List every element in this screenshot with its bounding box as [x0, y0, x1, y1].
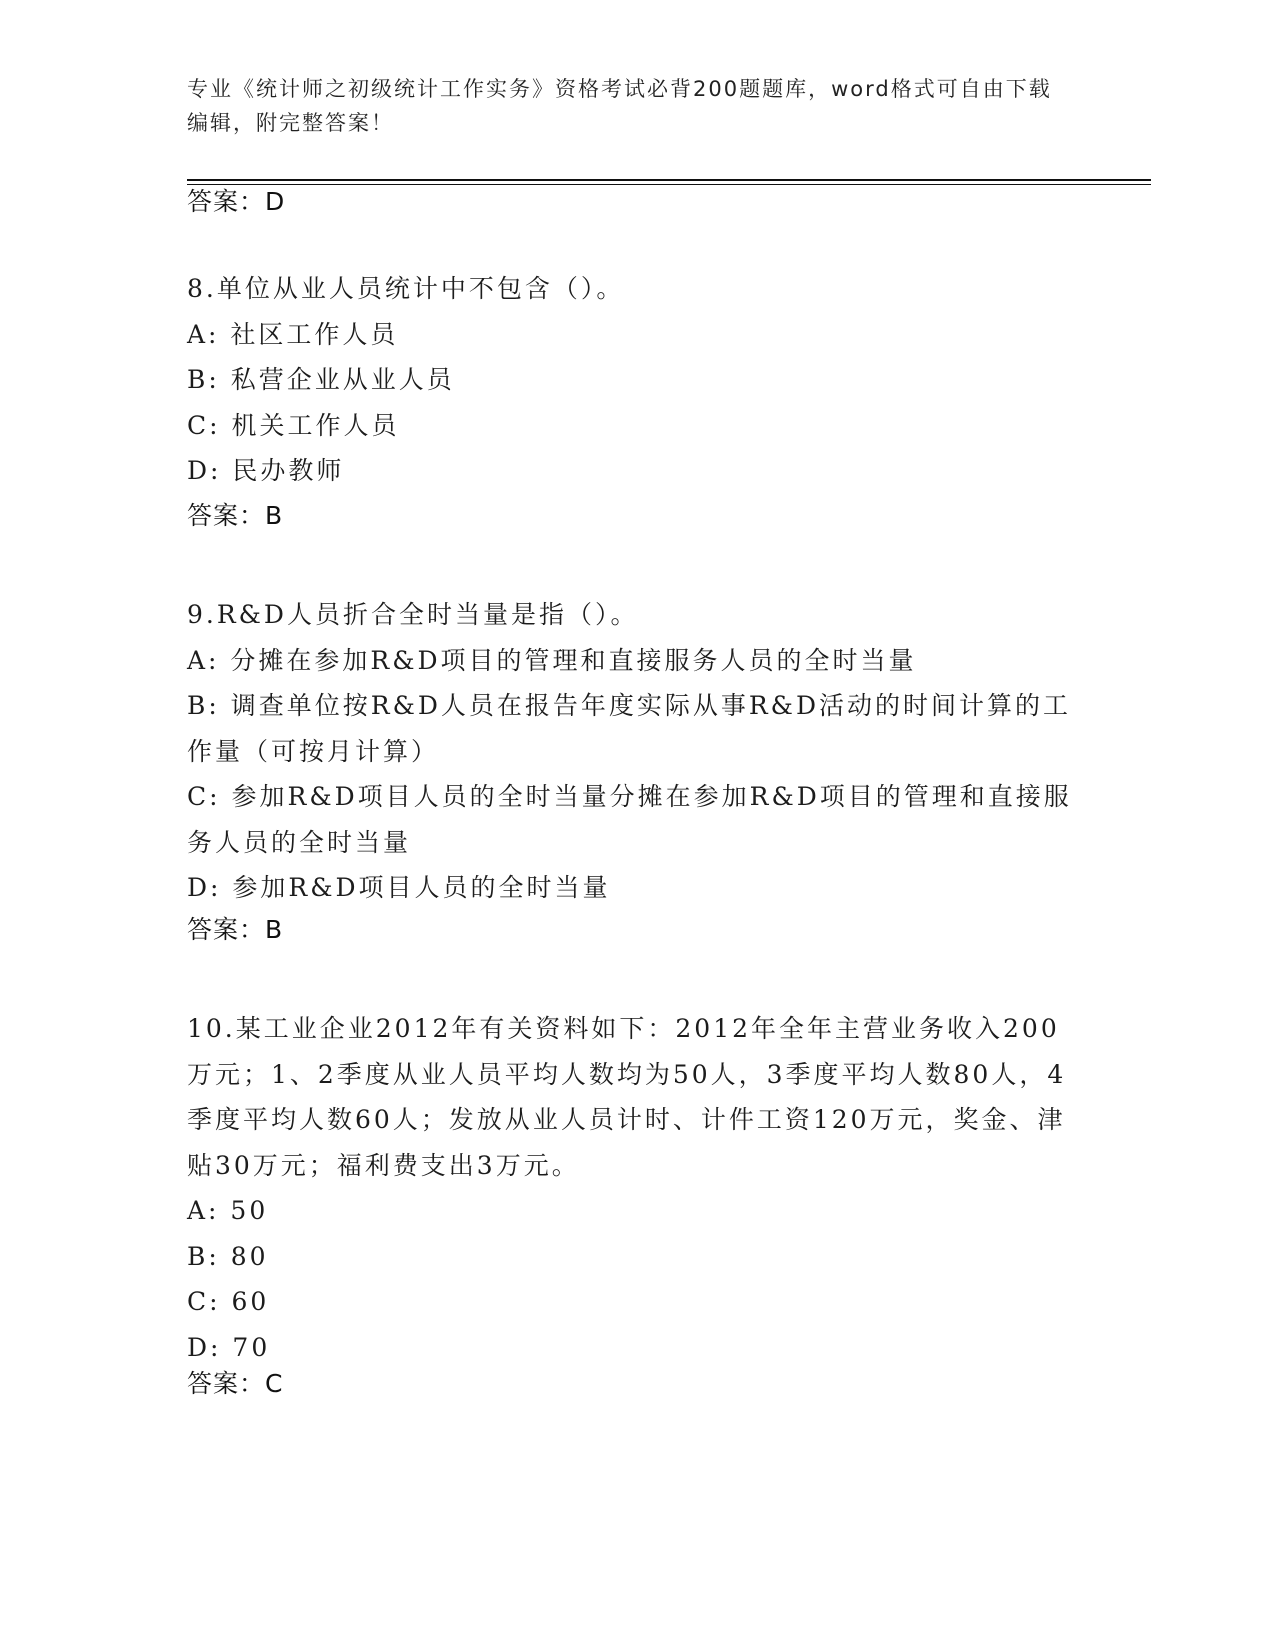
previous-answer: 答案：D: [187, 187, 286, 216]
option-b: B: 80: [187, 1241, 269, 1271]
option-d: D: 70: [187, 1332, 271, 1362]
header-rule-thin: [187, 184, 1151, 185]
option-d: D: 民办教师: [187, 456, 345, 485]
option-b: B: 调查单位按R&D人员在报告年度实际从事R&D活动的时间计算的工作量（可按月计算）: [187, 691, 1071, 766]
question-stem: 9.R&D人员折合全时当量是指（）。: [187, 600, 639, 629]
question-10: [187, 1006, 1077, 1370]
header-rule-thick: [187, 179, 1151, 181]
page-header: 专业《统计师之初级统计工作实务》资格考试必背200题题库，word格式可自由下载编辑，附完整答案！: [187, 77, 1052, 135]
question-9-answer: 答案：B: [187, 915, 284, 944]
option-b: B: 私营企业从业人员: [187, 365, 455, 394]
question-8-answer: 答案：B: [187, 501, 284, 530]
option-c: C: 60: [187, 1287, 270, 1316]
option-a: A: 分摊在参加R&D项目的管理和直接服务人员的全时当量: [187, 645, 917, 675]
option-d: D: 参加R&D项目人员的全时当量: [187, 873, 611, 902]
question-10-answer: 答案：C: [187, 1369, 284, 1398]
question-stem: 10.某工业企业2012年有关资料如下：2012年全年主营业务收入200万元；1、2季度从业人员平均人数均为50人，3季度平均人数80人，4季度平均人数60人；发放从业人员计时、计件工资120万元，奖金、津贴30万元；福利费支出3万元。: [187, 1014, 1067, 1180]
option-c: C: 参加R&D项目人员的全时当量分摊在参加R&D项目的管理和直接服务人员的全时当量: [187, 782, 1072, 857]
option-a: A: 社区工作人员: [187, 319, 399, 349]
option-a: A: 50: [187, 1196, 269, 1225]
question-9: [187, 592, 1077, 911]
question-8: [187, 266, 1077, 494]
question-stem: 8.单位从业人员统计中不包含（）。: [187, 274, 625, 303]
option-c: C: 机关工作人员: [187, 410, 400, 440]
